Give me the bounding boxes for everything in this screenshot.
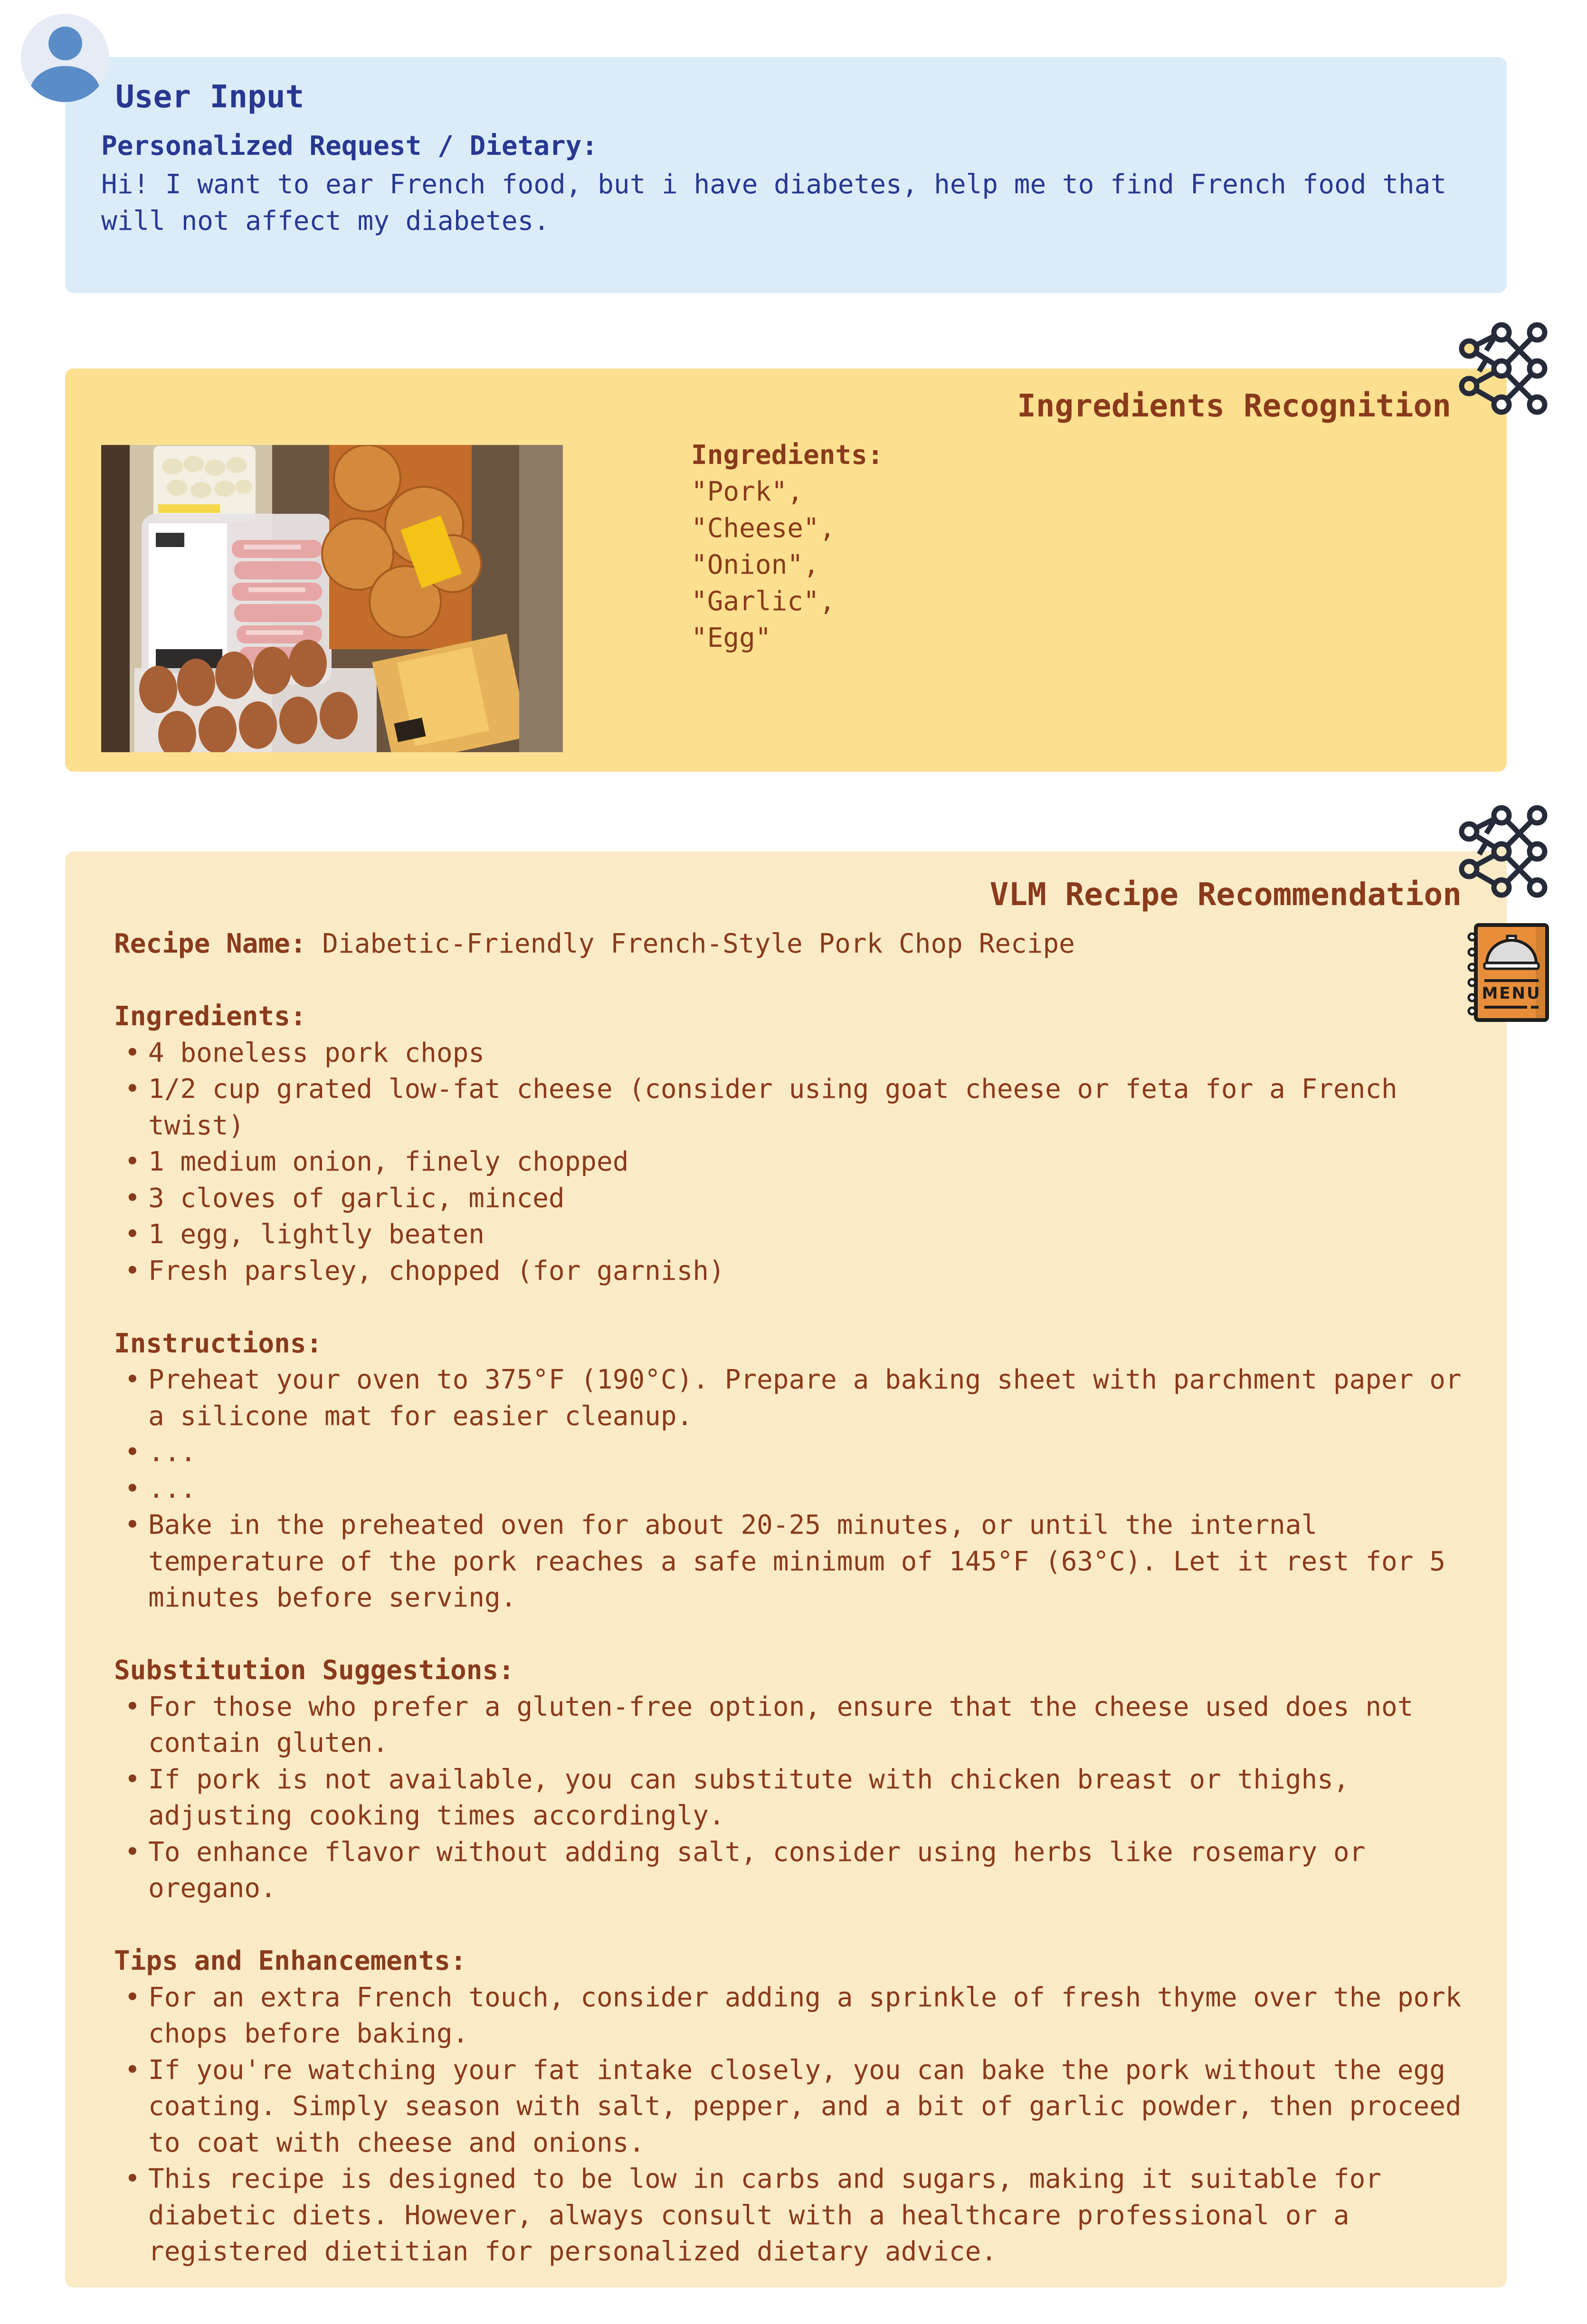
recipe-name-label: Recipe Name: [114, 928, 306, 959]
list-item: • 1/2 cup grated low-fat cheese (consider using goat cheese or feta for a French twist) [114, 1071, 1482, 1144]
ingredient-item: "Onion", [691, 549, 819, 580]
recipe-section-tips [114, 1943, 1482, 2270]
list-item: • This recipe is designed to be low in carbs and sugars, making it suitable for diabetic diets. However, always consult with a healthcare professional or a registered dietitian for personalized dietary advice. [114, 2161, 1482, 2270]
ingredient-item: "Egg" [691, 623, 771, 653]
recognized-ingredients-list [691, 437, 884, 656]
list-item: • For those who prefer a gluten-free option, ensure that the cheese used does not contain gluten. [114, 1689, 1482, 1762]
groceries-photo [101, 445, 563, 752]
recipe-recommendation-title: VLM Recipe Recommendation [989, 876, 1462, 913]
list-item: • For an extra French touch, consider adding a sprinkle of fresh thyme over the pork chops before baking. [114, 1980, 1482, 2052]
ingredient-item: "Pork", [691, 476, 804, 507]
ingredient-item: "Cheese", [691, 513, 836, 544]
list-item: • ... [114, 1471, 1482, 1508]
section-heading: Substitution Suggestions: [114, 1655, 514, 1686]
list-item: • Preheat your oven to 375°F (190°C). Prepare a baking sheet with parchment paper or a silicone mat for easier cleanup. [114, 1362, 1482, 1435]
list-item: • 1 egg, lightly beaten [114, 1217, 1482, 1253]
list-item: • ... [114, 1435, 1482, 1471]
recipe-section-instructions [114, 1326, 1482, 1616]
list-item: • 4 boneless pork chops [114, 1035, 1482, 1072]
list-item: • Fresh parsley, chopped (for garnish) [114, 1253, 1482, 1290]
menu-icon-label: MENU [1482, 984, 1541, 1003]
section-heading: Instructions: [114, 1328, 323, 1359]
user-avatar-icon [21, 14, 109, 102]
recipe-name: Diabetic-Friendly French-Style Pork Chop Recipe [306, 928, 1075, 959]
list-item: • If you're watching your fat intake closely, you can bake the pork without the egg coating. Simply season with salt, pepper, and a bit of garlic powder, then proceed to coat with cheese and onions. [114, 2052, 1482, 2162]
neural-network-icon [1456, 804, 1551, 899]
list-item: • To enhance flavor without adding salt, consider using herbs like rosemary or oregano. [114, 1834, 1482, 1907]
ingredient-item: "Garlic", [691, 586, 836, 617]
recipe-section-substitutions [114, 1653, 1482, 1907]
neural-network-icon [1456, 321, 1551, 416]
dietary-request-label: Personalized Request / Dietary: [101, 131, 598, 161]
list-item: • 1 medium onion, finely chopped [114, 1144, 1482, 1181]
list-item: • If pork is not available, you can substitute with chicken breast or thighs, adjusting cooking times accordingly. [114, 1762, 1482, 1834]
ingredients-recognition-title: Ingredients Recognition [1017, 387, 1451, 424]
section-heading: Ingredients: [114, 1001, 306, 1032]
list-item: • Bake in the preheated oven for about 20-25 minutes, or until the internal temperature of the pork reaches a safe minimum of 145°F (63°C). Let it rest for 5 minutes before serving. [114, 1507, 1482, 1616]
recipe-section-ingredients [114, 999, 1482, 1289]
section-heading: Tips and Enhancements: [114, 1946, 466, 1976]
list-item: • 3 cloves of garlic, minced [114, 1181, 1482, 1217]
user-input-title: User Input [115, 78, 304, 115]
recipe-content [114, 926, 1482, 2270]
recipe-name-row [114, 926, 1482, 963]
ingredients-label: Ingredients: [691, 440, 884, 471]
dietary-request-text: Hi! I want to ear French food, but i have diabetes, help me to find French food that will not affect my diabetes. [101, 169, 1463, 236]
